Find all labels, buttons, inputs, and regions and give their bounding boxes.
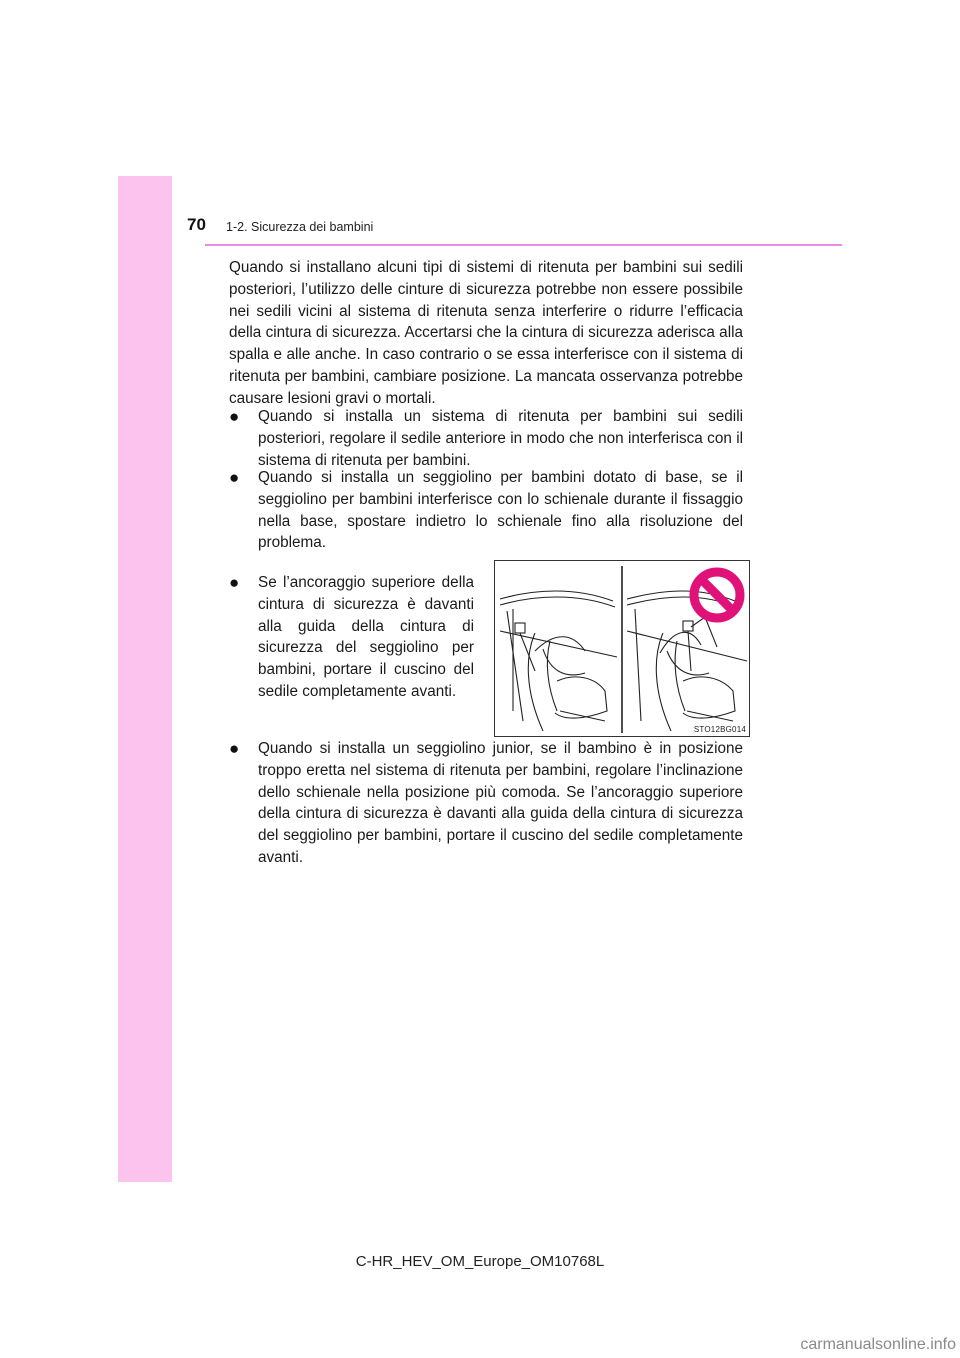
intro-paragraph: Quando si installano alcuni tipi di sistemi di ritenuta per bambini sui sedili posteriori, l’utilizzo delle cinture di sicurezza potrebbe non essere possibile nei sedili vicini al sistema di ritenuta senza interferire o ridurre l’efficacia della cintura di sicurezza. Accertarsi che la cintura di sicurezza aderisca alla spalla e alle anche. In caso contrario o se essa interferisce con il sistema di ritenuta per bambini, cambiare posizione. La mancata osservanza potrebbe causare lesioni gravi o mortali. — [229, 259, 743, 407]
figure-code: STO12BG014 — [693, 725, 746, 734]
page-number: 70 — [187, 215, 206, 234]
footer-document-id: C-HR_HEV_OM_Europe_OM10768L — [355, 1253, 605, 1270]
side-tab-bar — [118, 176, 172, 1182]
watermark: carmanualsonline.info — [800, 1336, 956, 1353]
seat-illustration — [494, 560, 750, 737]
bullet-text-3: Se l’ancoraggio superiore della cintura di sicurezza è davanti alla guida della cintura di sicurezza del seggiolino per bambini, portare il cuscino del sedile completamente avanti. — [258, 574, 474, 700]
bullet-text-2: Quando si installa un seggiolino per bambini dotato di base, se il seggiolino per bambini interferisce con lo schienale durante il fissaggio nella base, spostare indietro lo schienale fino alla risoluzione del problema. — [258, 469, 743, 552]
bullet-dot-icon: ● — [229, 739, 240, 758]
header-divider — [205, 244, 842, 246]
prohibition-icon — [694, 572, 740, 618]
seat-illustration-drawing — [495, 561, 749, 736]
bullet-dot-icon: ● — [229, 468, 240, 487]
bullet-dot-icon: ● — [229, 407, 240, 426]
bullet-text-4: Quando si installa un seggiolino junior, se il bambino è in posizione troppo eretta nel sistema di ritenuta per bambini, regolare l’inclinazione dello schienale nella posizione più comoda. Se l’ancoraggio superiore della cintura di sicurezza è davanti alla guida della cintura di sicurezza del seggiolino per bambini, portare il cuscino del sedile completamente avanti. — [258, 740, 743, 866]
bullet-dot-icon: ● — [229, 573, 240, 592]
bullet-text-1: Quando si installa un sistema di ritenuta per bambini sui sedili posteriori, regolare il sedile anteriore in modo che non interferisca con il sistema di ritenuta per bambini. — [258, 408, 743, 469]
section-title: 1-2. Sicurezza dei bambini — [226, 220, 374, 234]
